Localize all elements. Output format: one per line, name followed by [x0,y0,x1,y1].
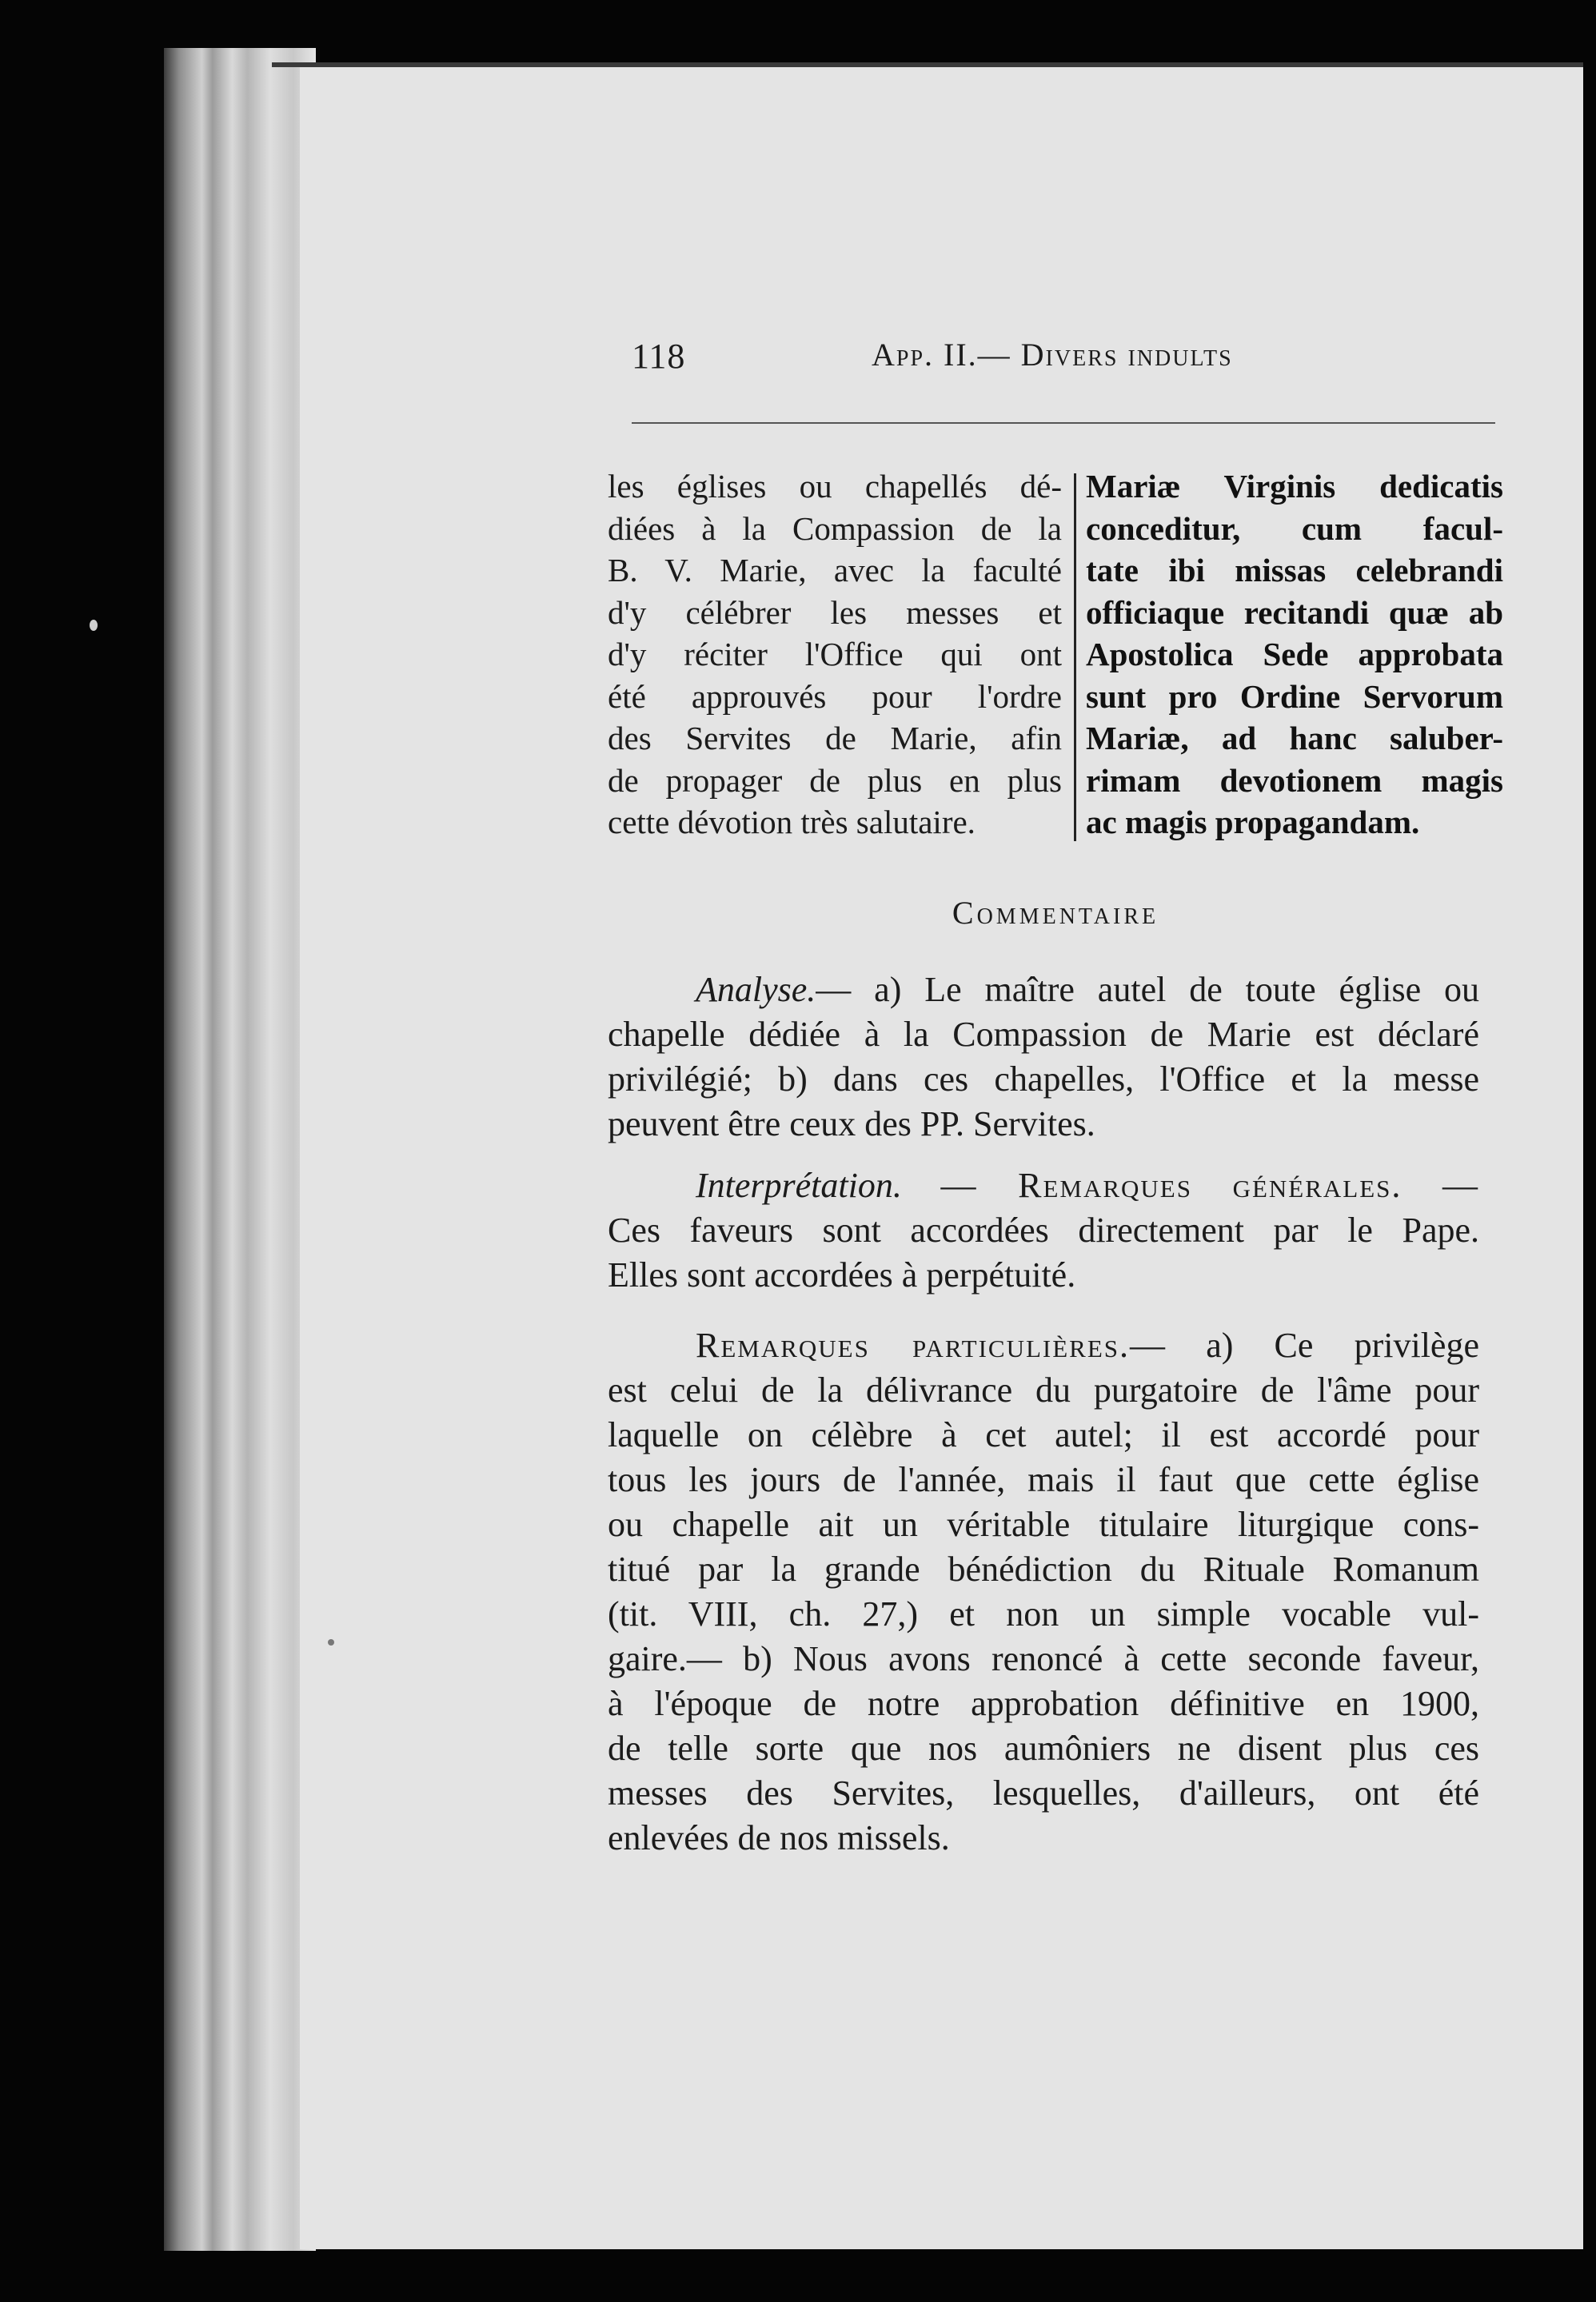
paragraph-line: à l'époque de notre approbation définitive en 1900, [608,1684,1479,1723]
paragraph-label: Interprétation. [696,1166,902,1205]
section-heading: Commentaire [952,895,1159,931]
latin-line: rimam devotionem magis [1086,761,1503,799]
paragraph-line: privilégié; b) dans ces chapelles, l'Office et la messe [608,1059,1479,1099]
paragraph-line: — a) Ce privilège [1130,1326,1479,1365]
french-line: d'y célébrer les messes et [608,593,1062,631]
paragraph-interpretation [608,1163,1479,1298]
page-block-edge [164,48,316,2251]
scan-speck [328,1639,334,1646]
latin-line: officiaque recitandi quæ ab [1086,593,1503,631]
paragraph-line: laquelle on célèbre à cet autel; il est accordé pour [608,1415,1479,1454]
paragraph-line: — a) Le maître autel de toute église ou [816,970,1479,1009]
latin-line: ac magis propagandam. [1086,804,1420,840]
paragraph-line: est celui de la délivrance du purgatoire de l'âme pour [608,1370,1479,1410]
paragraph-sublabel: — Remarques générales. — [940,1166,1480,1205]
paragraph-line: Ces faveurs sont accordées directement par le Pape. [608,1211,1479,1250]
paragraph-line: chapelle dédiée à la Compassion de Marie est déclaré [608,1015,1479,1054]
column-divider [1074,473,1076,841]
latin-line: Mariæ Virginis dedicatis [1086,468,1503,505]
paragraph-label: Analyse. [696,970,816,1009]
latin-line: sunt pro Ordine Servorum [1086,677,1503,715]
french-line: de propager de plus en plus [608,761,1062,799]
french-line: diées à la Compassion de la [608,509,1062,547]
french-line: été approuvés pour l'ordre [608,677,1062,715]
paragraph-particulieres [608,1323,1479,1861]
paragraph-line: tous les jours de l'année, mais il faut que cette église [608,1460,1479,1499]
paragraph-line: ou chapelle ait un véritable titulaire liturgique cons- [608,1505,1479,1544]
header-rule [632,422,1495,424]
french-line: d'y réciter l'Office qui ont [608,636,1062,672]
latin-line: Mariæ, ad hanc saluber- [1086,720,1503,756]
parallel-columns [608,465,1503,841]
french-line: B. V. Marie, avec la faculté [608,552,1062,588]
paragraph-analyse [608,967,1479,1147]
page-number: 118 [632,337,686,376]
french-column [608,465,1062,844]
paragraph-line: Elles sont accordées à perpétuité. [608,1255,1076,1295]
french-line: des Servites de Marie, afin [608,720,1062,756]
paragraph-label: Remarques particulières. [696,1326,1131,1365]
page-header [632,336,1495,392]
latin-column [1086,465,1503,844]
latin-line: Apostolica Sede approbata [1086,636,1503,672]
paragraph-line: peuvent être ceux des PP. Servites. [608,1104,1095,1143]
paragraph-line: gaire.— b) Nous avons renoncé à cette seconde faveur, [608,1639,1479,1678]
running-head: App. II.— Divers indults [872,337,1233,373]
paragraph-line: enlevées de nos missels. [608,1818,950,1857]
paragraph-line: (tit. VIII, ch. 27,) et non un simple vocable vul- [608,1594,1479,1634]
latin-line: tate ibi missas celebrandi [1086,552,1503,588]
latin-line: conceditur, cum facul- [1086,509,1503,547]
scan-speck [90,620,98,631]
paragraph-line: messes des Servites, lesquelles, d'ailleurs, ont été [608,1773,1479,1813]
french-line: cette dévotion très salutaire. [608,804,976,840]
paragraph-line: de telle sorte que nos aumôniers ne disent plus ces [608,1729,1479,1768]
paragraph-line: titué par la grande bénédiction du Rituale Romanum [608,1550,1479,1589]
french-line: les églises ou chapellés dé- [608,468,1062,505]
page-top-edge [272,62,1583,67]
